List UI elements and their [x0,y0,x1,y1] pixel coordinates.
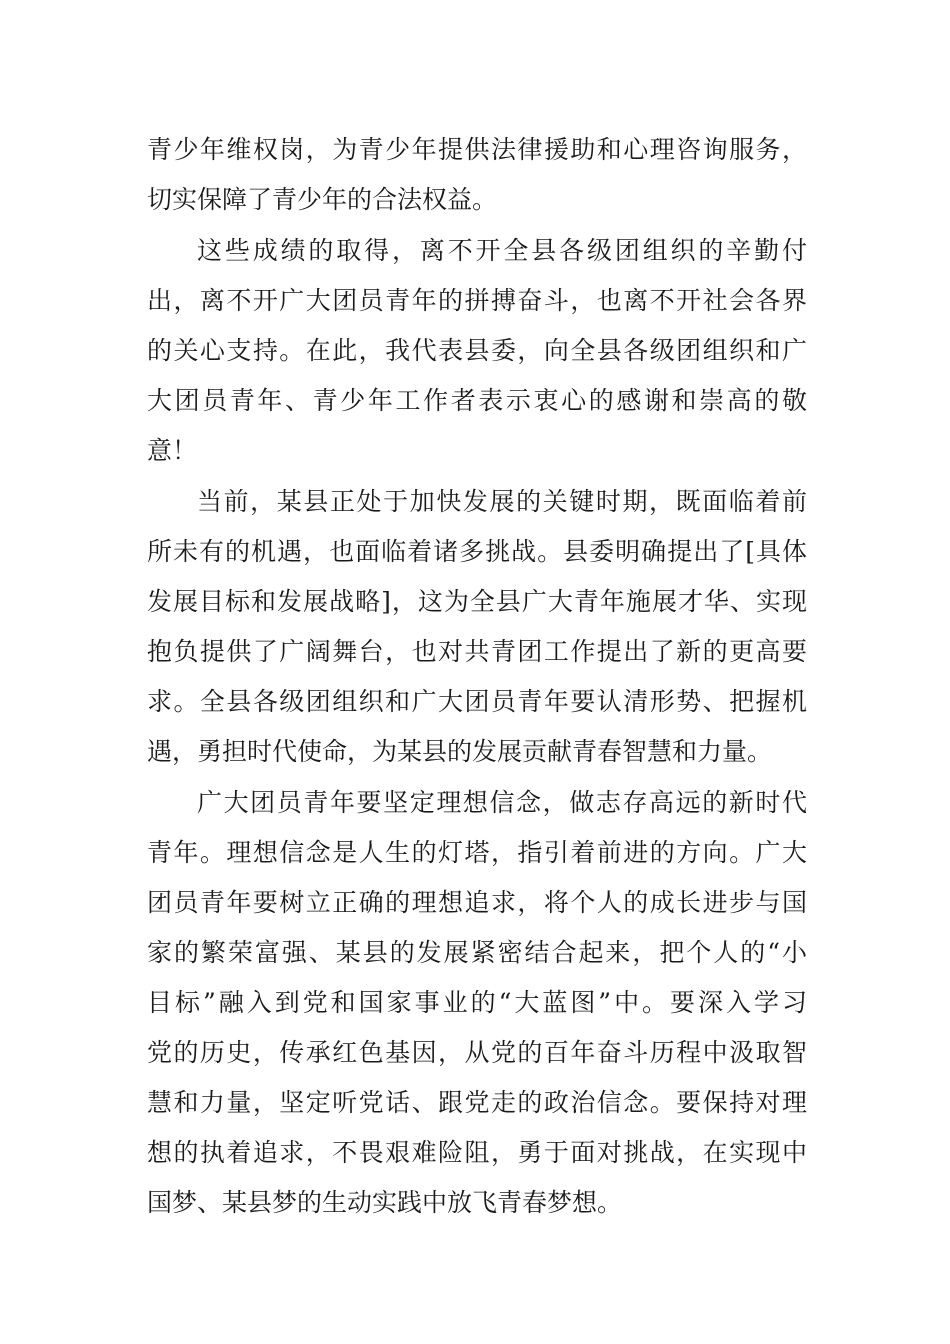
paragraph-first-line: 当前，某县正处于加快发展的关键时期，既面临着前 [197,487,807,516]
text-line: 大团员青年、青少年工作者表示衷心的感谢和崇高的敬 [147,386,807,415]
text-line: 抱负提供了广阔舞台，也对共青团工作提出了新的更高要 [147,637,807,666]
paragraph-first-line: 这些成绩的取得，离不开全县各级团组织的辛勤付 [197,236,807,265]
text-line: 想的执着追求，不畏艰难险阻，勇于面对挑战，在实现中 [147,1138,807,1167]
text-line: 出，离不开广大团员青年的拼搏奋斗，也离不开社会各界 [147,286,807,315]
text-line: 党的历史，传承红色基因，从党的百年奋斗历程中汲取智 [147,1038,807,1067]
text-line: 青年。理想信念是人生的灯塔，指引着前进的方向。广大 [147,838,807,867]
text-line: 意！ [147,436,198,465]
text-line: 发展目标和发展战略]，这为全县广大青年施展才华、实现 [147,587,807,616]
text-line: 求。全县各级团组织和广大团员青年要认清形势、把握机 [147,687,807,716]
text-line: 团员青年要树立正确的理想追求，将个人的成长进步与国 [147,888,807,917]
text-line: 青少年维权岗，为青少年提供法律援助和心理咨询服务， [147,135,807,164]
text-line: 目标”融入到党和国家事业的“大蓝图”中。要深入学习 [147,988,807,1017]
text-line: 所未有的机遇，也面临着诸多挑战。县委明确提出了[具体 [147,537,807,566]
paragraph-first-line: 广大团员青年要坚定理想信念，做志存高远的新时代 [197,788,807,817]
text-line: 家的繁荣富强、某县的发展紧密结合起来，把个人的“小 [147,938,807,967]
text-line: 切实保障了青少年的合法权益。 [147,185,498,214]
text-line: 国梦、某县梦的生动实践中放飞青春梦想。 [147,1188,623,1217]
text-line: 的关心支持。在此，我代表县委，向全县各级团组织和广 [147,336,807,365]
text-line: 遇，勇担时代使命，为某县的发展贡献青春智慧和力量。 [147,737,773,766]
text-line: 慧和力量，坚定听党话、跟党走的政治信念。要保持对理 [147,1088,807,1117]
